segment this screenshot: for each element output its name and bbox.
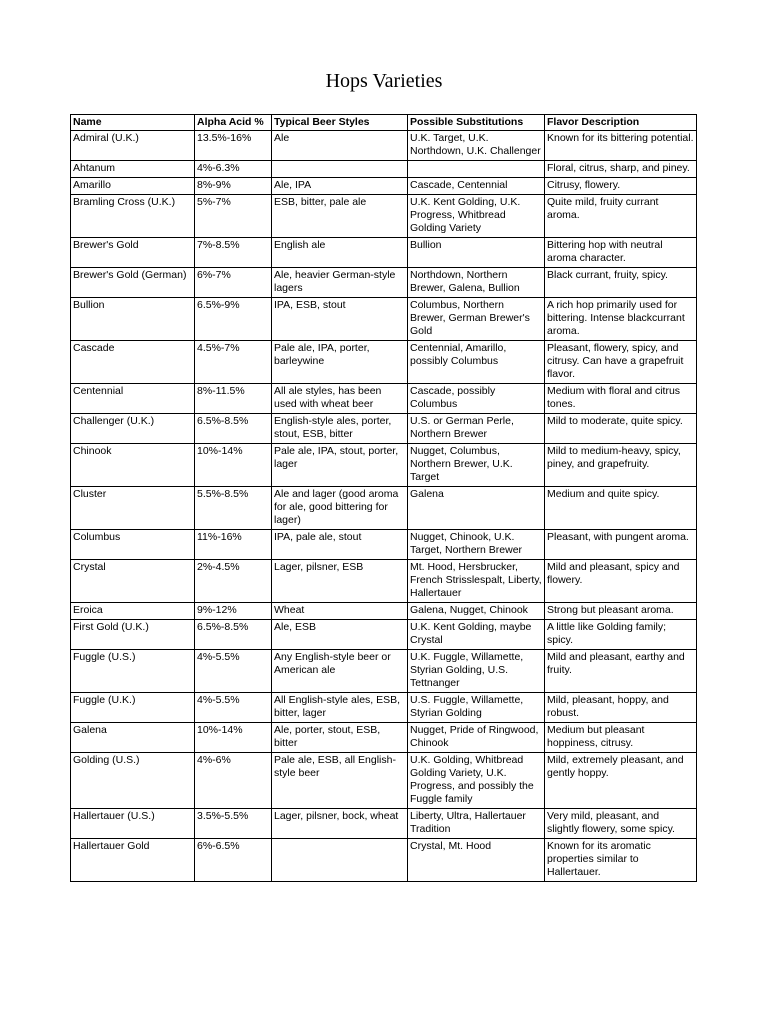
cell-name: Cascade: [71, 341, 195, 384]
cell-beer-styles: [272, 839, 408, 882]
cell-flavor: Pleasant, flowery, spicy, and citrusy. Can have a grapefruit flavor.: [545, 341, 697, 384]
cell-flavor: A rich hop primarily used for bittering. Intense blackcurrant aroma.: [545, 298, 697, 341]
table-row: [71, 560, 697, 603]
cell-substitutions: [408, 161, 545, 178]
cell-name: Galena: [71, 723, 195, 753]
cell-name: Hallertauer (U.S.): [71, 809, 195, 839]
cell-substitutions: Galena, Nugget, Chinook: [408, 603, 545, 620]
cell-beer-styles: English-style ales, porter, stout, ESB, bitter: [272, 414, 408, 444]
cell-substitutions: Cascade, Centennial: [408, 178, 545, 195]
table-row: [71, 487, 697, 530]
cell-alpha-acid: 8%-9%: [195, 178, 272, 195]
cell-flavor: Mild, extremely pleasant, and gently hoppy.: [545, 753, 697, 809]
cell-alpha-acid: 5.5%-8.5%: [195, 487, 272, 530]
cell-name: Chinook: [71, 444, 195, 487]
cell-flavor: Citrusy, flowery.: [545, 178, 697, 195]
cell-substitutions: U.K. Fuggle, Willamette, Styrian Golding, U.S. Tettnanger: [408, 650, 545, 693]
cell-name: Challenger (U.K.): [71, 414, 195, 444]
table-row: [71, 414, 697, 444]
table-row: [71, 693, 697, 723]
cell-alpha-acid: 6.5%-8.5%: [195, 620, 272, 650]
cell-substitutions: U.K. Golding, Whitbread Golding Variety, U.K. Progress, and possibly the Fuggle family: [408, 753, 545, 809]
cell-name: Fuggle (U.K.): [71, 693, 195, 723]
cell-beer-styles: Ale, porter, stout, ESB, bitter: [272, 723, 408, 753]
cell-beer-styles: IPA, pale ale, stout: [272, 530, 408, 560]
table-row: [71, 384, 697, 414]
cell-flavor: Very mild, pleasant, and slightly flowery, some spicy.: [545, 809, 697, 839]
cell-beer-styles: Any English-style beer or American ale: [272, 650, 408, 693]
table-row: [71, 195, 697, 238]
cell-alpha-acid: 9%-12%: [195, 603, 272, 620]
cell-substitutions: Bullion: [408, 238, 545, 268]
cell-flavor: Mild and pleasant, earthy and fruity.: [545, 650, 697, 693]
table-row: [71, 753, 697, 809]
cell-substitutions: Mt. Hood, Hersbrucker, French Strisslespalt, Liberty, Hallertauer: [408, 560, 545, 603]
cell-flavor: Known for its bittering potential.: [545, 131, 697, 161]
cell-flavor: A little like Golding family; spicy.: [545, 620, 697, 650]
cell-alpha-acid: 2%-4.5%: [195, 560, 272, 603]
cell-substitutions: Galena: [408, 487, 545, 530]
table-row: [71, 238, 697, 268]
cell-name: Bramling Cross (U.K.): [71, 195, 195, 238]
hops-table: [70, 114, 697, 882]
table-body: [71, 131, 697, 882]
cell-alpha-acid: 13.5%-16%: [195, 131, 272, 161]
cell-alpha-acid: 4%-5.5%: [195, 650, 272, 693]
table-row: [71, 268, 697, 298]
cell-beer-styles: Lager, pilsner, bock, wheat: [272, 809, 408, 839]
cell-beer-styles: Ale, IPA: [272, 178, 408, 195]
cell-alpha-acid: 4%-6.3%: [195, 161, 272, 178]
table-row: [71, 178, 697, 195]
column-header-substitutions: Possible Substitutions: [408, 115, 545, 131]
cell-flavor: Bittering hop with neutral aroma character.: [545, 238, 697, 268]
table-row: [71, 341, 697, 384]
table-row: [71, 298, 697, 341]
cell-substitutions: Centennial, Amarillo, possibly Columbus: [408, 341, 545, 384]
table-row: [71, 839, 697, 882]
cell-substitutions: U.K. Kent Golding, U.K. Progress, Whitbread Golding Variety: [408, 195, 545, 238]
cell-beer-styles: Pale ale, IPA, porter, barleywine: [272, 341, 408, 384]
cell-beer-styles: English ale: [272, 238, 408, 268]
cell-name: Ahtanum: [71, 161, 195, 178]
cell-flavor: Mild to medium-heavy, spicy, piney, and grapefruity.: [545, 444, 697, 487]
cell-alpha-acid: 4%-5.5%: [195, 693, 272, 723]
cell-flavor: Medium but pleasant hoppiness, citrusy.: [545, 723, 697, 753]
column-header-name: Name: [71, 115, 195, 131]
cell-substitutions: Liberty, Ultra, Hallertauer Tradition: [408, 809, 545, 839]
cell-alpha-acid: 6.5%-9%: [195, 298, 272, 341]
cell-alpha-acid: 7%-8.5%: [195, 238, 272, 268]
cell-alpha-acid: 5%-7%: [195, 195, 272, 238]
cell-name: Golding (U.S.): [71, 753, 195, 809]
header-row: [71, 115, 697, 131]
column-header-flavor: Flavor Description: [545, 115, 697, 131]
cell-alpha-acid: 10%-14%: [195, 723, 272, 753]
cell-beer-styles: IPA, ESB, stout: [272, 298, 408, 341]
table-row: [71, 650, 697, 693]
cell-alpha-acid: 11%-16%: [195, 530, 272, 560]
cell-beer-styles: Ale, ESB: [272, 620, 408, 650]
cell-name: Hallertauer Gold: [71, 839, 195, 882]
cell-beer-styles: ESB, bitter, pale ale: [272, 195, 408, 238]
cell-substitutions: Crystal, Mt. Hood: [408, 839, 545, 882]
cell-alpha-acid: 4%-6%: [195, 753, 272, 809]
cell-alpha-acid: 8%-11.5%: [195, 384, 272, 414]
cell-alpha-acid: 3.5%-5.5%: [195, 809, 272, 839]
cell-name: Amarillo: [71, 178, 195, 195]
table-row: [71, 530, 697, 560]
cell-name: Brewer's Gold (German): [71, 268, 195, 298]
table-row: [71, 161, 697, 178]
table-row: [71, 131, 697, 161]
column-header-beer-styles: Typical Beer Styles: [272, 115, 408, 131]
cell-flavor: Medium and quite spicy.: [545, 487, 697, 530]
cell-substitutions: U.S. Fuggle, Willamette, Styrian Golding: [408, 693, 545, 723]
table-row: [71, 444, 697, 487]
cell-name: Bullion: [71, 298, 195, 341]
cell-beer-styles: [272, 161, 408, 178]
cell-substitutions: U.S. or German Perle, Northern Brewer: [408, 414, 545, 444]
cell-alpha-acid: 6.5%-8.5%: [195, 414, 272, 444]
cell-beer-styles: All ale styles, has been used with wheat beer: [272, 384, 408, 414]
cell-flavor: Mild and pleasant, spicy and flowery.: [545, 560, 697, 603]
cell-name: Eroica: [71, 603, 195, 620]
cell-beer-styles: Pale ale, ESB, all English-style beer: [272, 753, 408, 809]
table-row: [71, 723, 697, 753]
table-row: [71, 620, 697, 650]
cell-flavor: Mild to moderate, quite spicy.: [545, 414, 697, 444]
cell-substitutions: Nugget, Columbus, Northern Brewer, U.K. Target: [408, 444, 545, 487]
cell-flavor: Medium with floral and citrus tones.: [545, 384, 697, 414]
cell-name: Cluster: [71, 487, 195, 530]
cell-beer-styles: All English-style ales, ESB, bitter, lager: [272, 693, 408, 723]
table-row: [71, 603, 697, 620]
cell-substitutions: Nugget, Pride of Ringwood, Chinook: [408, 723, 545, 753]
cell-beer-styles: Ale, heavier German-style lagers: [272, 268, 408, 298]
cell-alpha-acid: 4.5%-7%: [195, 341, 272, 384]
cell-alpha-acid: 6%-6.5%: [195, 839, 272, 882]
cell-flavor: Quite mild, fruity currant aroma.: [545, 195, 697, 238]
page-title: Hops Varieties: [325, 70, 443, 92]
column-header-alpha-acid: Alpha Acid %: [195, 115, 272, 131]
cell-flavor: Pleasant, with pungent aroma.: [545, 530, 697, 560]
cell-name: Columbus: [71, 530, 195, 560]
cell-substitutions: Cascade, possibly Columbus: [408, 384, 545, 414]
cell-beer-styles: Wheat: [272, 603, 408, 620]
cell-alpha-acid: 6%-7%: [195, 268, 272, 298]
cell-name: Fuggle (U.S.): [71, 650, 195, 693]
cell-flavor: Strong but pleasant aroma.: [545, 603, 697, 620]
cell-name: Centennial: [71, 384, 195, 414]
cell-flavor: Floral, citrus, sharp, and piney.: [545, 161, 697, 178]
cell-name: First Gold (U.K.): [71, 620, 195, 650]
cell-name: Admiral (U.K.): [71, 131, 195, 161]
cell-flavor: Known for its aromatic properties similar to Hallertauer.: [545, 839, 697, 882]
cell-name: Crystal: [71, 560, 195, 603]
cell-substitutions: Columbus, Northern Brewer, German Brewer's Gold: [408, 298, 545, 341]
cell-name: Brewer's Gold: [71, 238, 195, 268]
cell-flavor: Black currant, fruity, spicy.: [545, 268, 697, 298]
cell-alpha-acid: 10%-14%: [195, 444, 272, 487]
table-row: [71, 809, 697, 839]
cell-beer-styles: Ale and lager (good aroma for ale, good bittering for lager): [272, 487, 408, 530]
cell-substitutions: U.K. Kent Golding, maybe Crystal: [408, 620, 545, 650]
cell-beer-styles: Lager, pilsner, ESB: [272, 560, 408, 603]
cell-substitutions: Nugget, Chinook, U.K. Target, Northern Brewer: [408, 530, 545, 560]
cell-beer-styles: Pale ale, IPA, stout, porter, lager: [272, 444, 408, 487]
cell-flavor: Mild, pleasant, hoppy, and robust.: [545, 693, 697, 723]
cell-beer-styles: Ale: [272, 131, 408, 161]
cell-substitutions: U.K. Target, U.K. Northdown, U.K. Challenger: [408, 131, 545, 161]
cell-substitutions: Northdown, Northern Brewer, Galena, Bullion: [408, 268, 545, 298]
